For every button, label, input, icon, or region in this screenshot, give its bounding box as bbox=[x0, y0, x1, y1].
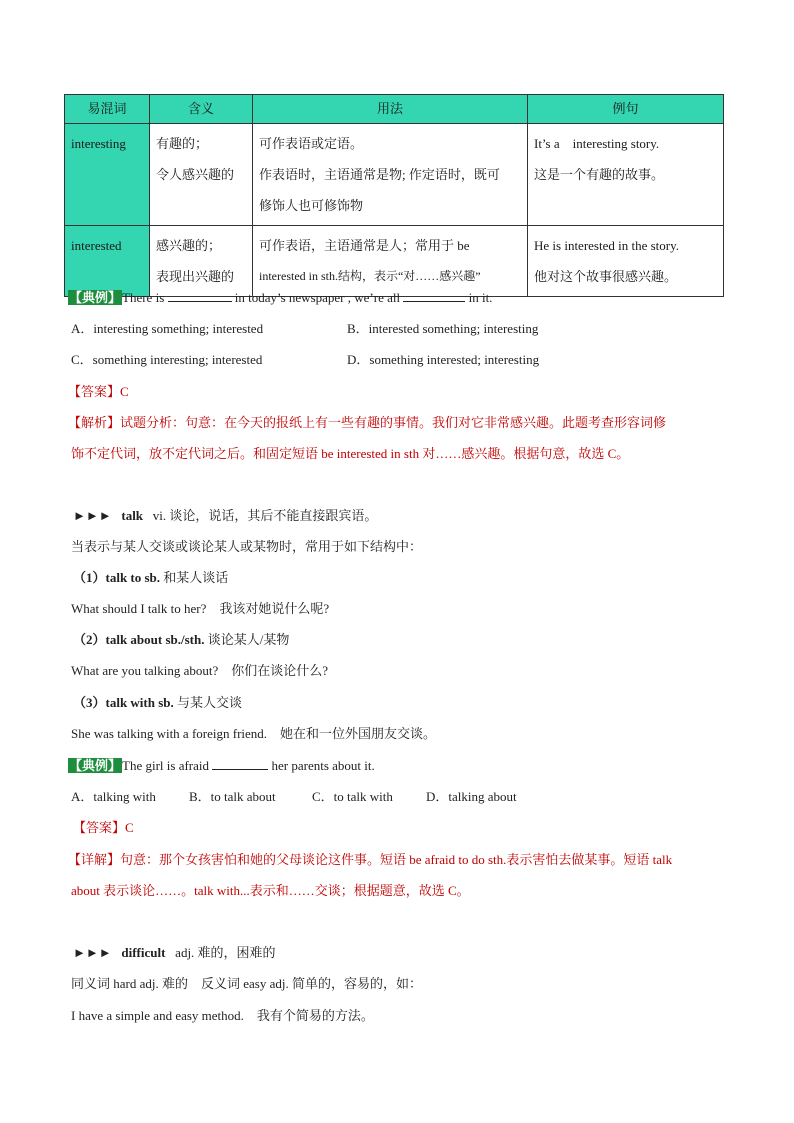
col-header: 用法 bbox=[253, 95, 528, 124]
text-line: He is interested in the story. bbox=[534, 238, 680, 253]
cell-usage bbox=[253, 124, 528, 226]
text-line: 可作表语或定语。 bbox=[259, 136, 364, 151]
text-line: 感兴趣的； bbox=[156, 238, 222, 253]
option-a: A．interesting something; interested bbox=[71, 321, 264, 336]
answer-blank bbox=[403, 289, 465, 302]
text-line: 令人感兴趣的 bbox=[156, 167, 235, 182]
option-d: D．talking about bbox=[426, 789, 517, 804]
structure-3 bbox=[73, 693, 242, 713]
analysis-label: 【解析】 bbox=[68, 415, 121, 430]
structure-2 bbox=[73, 630, 289, 650]
headword: talk bbox=[121, 508, 144, 523]
talk-heading bbox=[73, 506, 377, 526]
cell-example bbox=[528, 124, 724, 226]
analysis-text: 试题分析：句意：在今天的报纸上有一些有趣的事情。我们对它非常感兴趣。此题考查形容词修 bbox=[120, 415, 667, 430]
text-line: interested in sth.结构，表示“对……感兴趣” bbox=[259, 269, 481, 283]
example-question bbox=[68, 756, 375, 776]
definition: vi. 谈论，说话，其后不能直接跟宾语。 bbox=[152, 508, 378, 523]
text-line: 可作表语，主语通常是人；常用于 be bbox=[259, 238, 470, 253]
text-line: 作表语时，主语通常是物; 作定语时，既可 bbox=[259, 167, 500, 182]
question-text: The girl is afraid bbox=[122, 758, 210, 773]
synonym-line: 同义词 hard adj. 难的 反义词 easy adj. 简单的，容易的，如： bbox=[71, 976, 422, 991]
option-a: A．talking with bbox=[71, 789, 156, 804]
structure-cn: 谈论某人/某物 bbox=[207, 632, 290, 647]
question-text: There is bbox=[122, 290, 165, 305]
option-b: B．to talk about bbox=[189, 789, 276, 804]
cell-meaning bbox=[150, 124, 253, 226]
text-line: It’s a interesting story. bbox=[534, 136, 660, 151]
col-header: 易混词 bbox=[65, 95, 150, 124]
answer-line bbox=[68, 382, 129, 402]
table-row bbox=[65, 226, 724, 297]
cell-usage bbox=[253, 226, 528, 297]
text-line: 这是一个有趣的故事。 bbox=[534, 167, 665, 182]
text-line: 表现出兴趣的 bbox=[156, 269, 235, 284]
structure-cn: 与某人交谈 bbox=[177, 695, 243, 710]
cell-word: interested bbox=[65, 226, 150, 297]
analysis-line: 饰不定代词，放不定代词之后。和固定短语 be interested in sth 对……感兴趣。根据句意，故选 C。 bbox=[71, 446, 630, 461]
table-row bbox=[65, 124, 724, 226]
detail-line: about 表示谈论……。talk with...表示和……交谈；根据题意，故选 C。 bbox=[71, 883, 470, 898]
answer-label: 【答案】 bbox=[73, 820, 126, 835]
example-sentence: What are you talking about? 你们在谈论什么? bbox=[71, 663, 329, 678]
text-line: 有趣的； bbox=[156, 136, 209, 151]
analysis-line bbox=[68, 413, 666, 433]
text-line: 他对这个故事很感兴趣。 bbox=[534, 269, 678, 284]
option-d: D．something interested; interesting bbox=[347, 352, 540, 367]
answer-label: 【答案】 bbox=[68, 384, 121, 399]
arrows-icon: ►►► bbox=[73, 508, 112, 523]
structure-head: （2）talk about sb./sth. bbox=[73, 632, 205, 647]
arrows-icon: ►►► bbox=[73, 945, 112, 960]
cell-meaning bbox=[150, 226, 253, 297]
example-badge: 【典例】 bbox=[69, 758, 122, 773]
option-c: C．something interesting; interested bbox=[71, 352, 263, 367]
vocab-table bbox=[64, 94, 724, 297]
intro-text: 当表示与某人交谈或谈论某人或某物时，常用于如下结构中： bbox=[71, 539, 423, 554]
answer-blank bbox=[212, 757, 268, 770]
answer-value: C bbox=[125, 820, 134, 835]
table-header-row bbox=[65, 95, 724, 124]
detail-label: 【详解】 bbox=[68, 852, 121, 867]
structure-head: （3）talk with sb. bbox=[73, 695, 174, 710]
example-sentence: I have a simple and easy method. 我有个简易的方法。 bbox=[71, 1008, 374, 1023]
detail-text: 句意：那个女孩害怕和她的父母谈论这件事。短语 be afraid to do sth.表示害怕去做某事。短语 talk bbox=[120, 852, 673, 867]
question-text: her parents about it. bbox=[271, 758, 375, 773]
answer-line bbox=[73, 818, 134, 838]
example-sentence: What should I talk to her? 我该对她说什么呢? bbox=[71, 601, 330, 616]
option-b: B．interested something; interesting bbox=[347, 321, 539, 336]
structure-head: （1）talk to sb. bbox=[73, 570, 161, 585]
cell-example bbox=[528, 226, 724, 297]
text-line: 修饰人也可修饰物 bbox=[259, 198, 364, 213]
col-header: 含义 bbox=[150, 95, 253, 124]
example-badge: 【典例】 bbox=[69, 290, 122, 305]
answer-blank bbox=[168, 289, 232, 302]
answer-value: C bbox=[120, 384, 129, 399]
detail-line bbox=[68, 850, 672, 870]
example-question bbox=[68, 288, 492, 308]
cell-word: interesting bbox=[65, 124, 150, 226]
headword: difficult bbox=[121, 945, 166, 960]
definition: adj. 难的，困难的 bbox=[175, 945, 276, 960]
example-sentence: She was talking with a foreign friend. 她在和一位外国朋友交谈。 bbox=[71, 726, 437, 741]
structure-cn: 和某人谈话 bbox=[163, 570, 229, 585]
question-text: in it. bbox=[468, 290, 493, 305]
structure-1 bbox=[73, 568, 228, 588]
col-header: 例句 bbox=[528, 95, 724, 124]
option-c: C．to talk with bbox=[312, 789, 393, 804]
question-text: in today’s newspaper , we’re all bbox=[234, 290, 401, 305]
difficult-heading bbox=[73, 943, 276, 963]
